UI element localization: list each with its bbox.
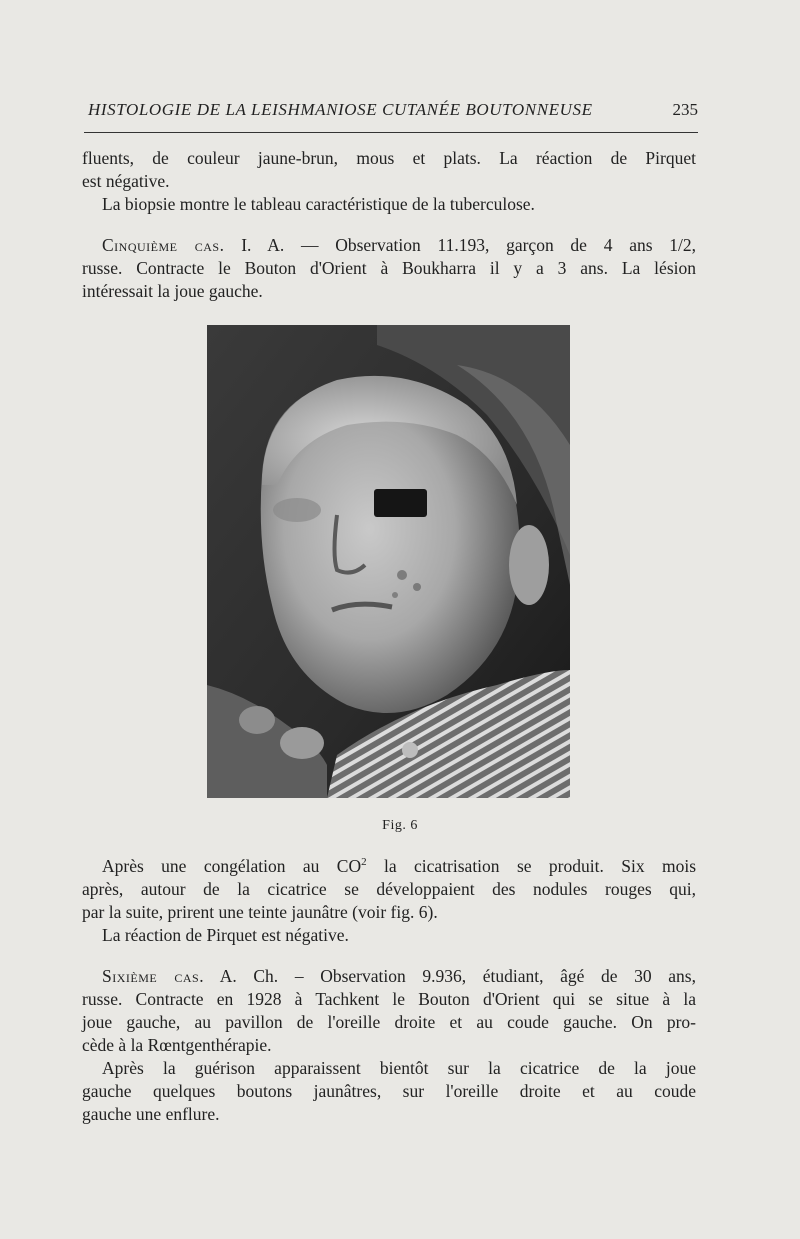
figure-photograph	[207, 325, 570, 798]
text-segment: la cicatrisation se produit. Six mois	[366, 856, 697, 876]
paragraph-continued	[82, 147, 696, 216]
page-number: 235	[672, 100, 698, 119]
text-line: La biopsie montre le tableau caractéristique de la tuberculose.	[102, 194, 535, 214]
paragraph-after-figure	[82, 855, 696, 947]
text-line: gauche une enflure.	[82, 1104, 220, 1124]
text-line: joue gauche, au pavillon de l'oreille droite et au coude gauche. On pro-	[82, 1012, 696, 1032]
superscript: 2	[361, 856, 367, 869]
text-line: fluents, de couleur jaune-brun, mous et plats. La réaction de Pirquet	[82, 148, 696, 168]
header-rule	[84, 132, 698, 133]
text-line: est négative.	[82, 171, 170, 191]
text-line	[82, 855, 696, 878]
text-line	[82, 965, 696, 988]
running-header	[84, 98, 698, 126]
case-label: Sixième cas.	[102, 966, 205, 986]
running-title: HISTOLOGIE DE LA LEISHMANIOSE CUTANÉE BOUTONNEUSE	[88, 100, 593, 119]
text-line: intéressait la joue gauche.	[82, 281, 263, 301]
paragraph-case-six	[82, 965, 696, 1126]
portrait-photo	[207, 325, 570, 798]
text-line-rest: A. Ch. – Observation 9.936, étudiant, âgé de 30 ans,	[219, 966, 696, 986]
case-label: Cinquième cas.	[102, 235, 225, 255]
text-line: russe. Contracte en 1928 à Tachkent le Bouton d'Orient qui se situe à la	[82, 989, 696, 1009]
paragraph-case-five	[82, 234, 696, 303]
text-line: après, autour de la cicatrice se développaient des nodules rouges qui,	[82, 879, 696, 899]
text-line: russe. Contracte le Bouton d'Orient à Boukharra il y a 3 ans. La lésion	[82, 258, 696, 278]
text-line	[82, 234, 696, 257]
text-segment: Après une congélation au CO	[102, 856, 362, 876]
text-line: par la suite, prirent une teinte jaunâtre (voir fig. 6).	[82, 902, 438, 922]
text-line: gauche quelques boutons jaunâtres, sur l'oreille droite et au coude	[82, 1081, 696, 1101]
figure-caption: Fig. 6	[382, 818, 418, 833]
text-line: cède à la Rœntgenthérapie.	[82, 1035, 272, 1055]
text-line-rest: I. A. — Observation 11.193, garçon de 4 ans 1/2,	[241, 235, 696, 255]
text-line: La réaction de Pirquet est négative.	[102, 925, 349, 945]
text-line: Après la guérison apparaissent bientôt sur la cicatrice de la joue	[102, 1058, 696, 1078]
